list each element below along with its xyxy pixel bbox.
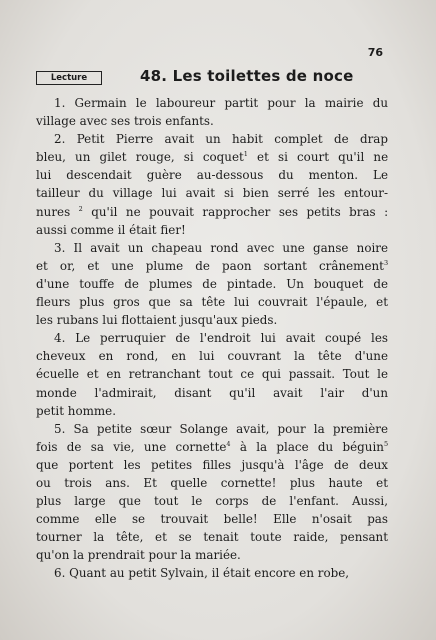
body-text bbox=[36, 94, 388, 583]
text-line: les rubans lui flottaient jusqu'aux pieds. bbox=[36, 313, 278, 328]
footnote-marker: 5 bbox=[383, 439, 389, 448]
text-line: ou trois ans. Et quelle cornette! plus haute et bbox=[36, 475, 388, 490]
footnote-marker: 4 bbox=[226, 439, 231, 448]
page-number: 76 bbox=[367, 46, 383, 59]
text-line: fois de sa vie, une cornette$^4$ à la place du béguin$^5$ bbox=[36, 439, 389, 454]
text-line: village avec ses trois enfants. bbox=[36, 114, 214, 129]
paragraph bbox=[36, 564, 388, 582]
section-label-box: Lecture bbox=[36, 71, 102, 85]
footnote-marker: 1 bbox=[243, 150, 248, 159]
text-line: 6. Quant au petit Sylvain, il était encore en robe, bbox=[54, 566, 350, 581]
text-line: écuelle et en retranchant tout ce qui passait. Tout le bbox=[36, 367, 388, 382]
text-line: tailleur du village lui avait si bien serré les entour- bbox=[36, 186, 388, 201]
paragraph bbox=[36, 94, 388, 130]
text-line: nures $^2$ qu'il ne pouvait rapprocher ses petits bras : bbox=[36, 204, 389, 219]
paragraph bbox=[36, 420, 388, 565]
footnote-marker: 2 bbox=[78, 204, 83, 213]
paragraph bbox=[36, 239, 388, 329]
text-line: et or, et une plume de paon sortant crânement$^3$ bbox=[36, 258, 389, 273]
text-line: monde l'admirait, disant qu'il avait l'air d'un bbox=[36, 385, 388, 400]
text-line: plus large que tout le corps de l'enfant. Aussi, bbox=[36, 494, 388, 509]
text-line: fleurs plus gros que sa tête lui couvrait l'épaule, et bbox=[36, 295, 388, 310]
text-line: cheveux en rond, en lui couvrant la tête d'une bbox=[36, 349, 388, 364]
chapter-title: 48. Les toilettes de noce bbox=[140, 67, 354, 85]
text-line: petit homme. bbox=[36, 403, 116, 418]
text-line: qu'on la prendrait pour la mariée. bbox=[36, 548, 241, 563]
paragraph bbox=[36, 329, 388, 419]
paragraph bbox=[36, 130, 388, 239]
text-line: tourner la tête, et se tenait toute raide, pensant bbox=[36, 530, 388, 545]
footnote-marker: 3 bbox=[383, 258, 389, 267]
chapter-header bbox=[36, 67, 408, 89]
text-line: aussi comme il était fier! bbox=[36, 222, 186, 237]
text-line: 1. Germain le laboureur partit pour la mairie du bbox=[54, 96, 388, 110]
text-line: que portent les petites filles jusqu'à l'âge de deux bbox=[36, 457, 388, 472]
text-line: 4. Le perruquier de l'endroit lui avait coupé les bbox=[54, 331, 388, 346]
text-line: 5. Sa petite sœur Solange avait, pour la première bbox=[54, 421, 388, 436]
text-line: 3. Il avait un chapeau rond avec une ganse noire bbox=[54, 240, 388, 255]
text-line: bleu, un gilet rouge, si coquet$^1$ et si court qu'il ne bbox=[36, 150, 389, 165]
text-line: d'une touffe de plumes de pintade. Un bouquet de bbox=[36, 276, 388, 291]
text-line: comme elle se trouvait belle! Elle n'osait pas bbox=[36, 512, 388, 527]
text-line: lui descendait guère au-dessous du menton. Le bbox=[36, 168, 388, 183]
text-line: 2. Petit Pierre avait un habit complet de drap bbox=[54, 132, 388, 147]
